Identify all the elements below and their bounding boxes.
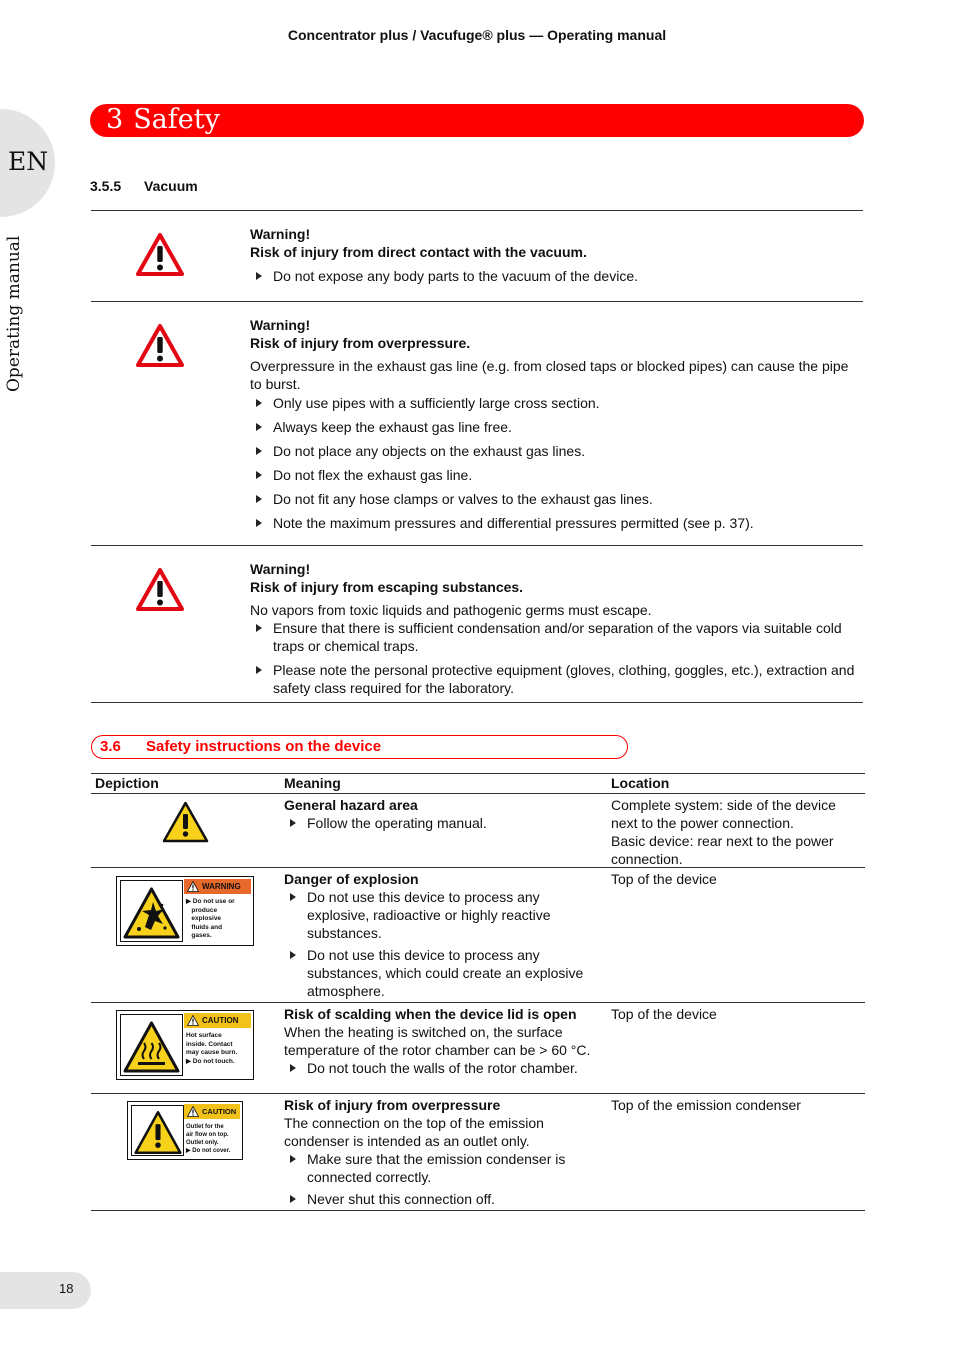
table-row bbox=[91, 1094, 865, 1211]
label-header bbox=[184, 1013, 251, 1028]
warning-triangle-icon bbox=[135, 232, 185, 277]
warning-signal: Warning! bbox=[250, 561, 311, 577]
section-heading bbox=[91, 735, 628, 759]
table-row bbox=[91, 868, 865, 1003]
label-signal: CAUTION bbox=[202, 1107, 237, 1116]
explosion-warning-icon bbox=[123, 884, 180, 942]
section-number: 3.6 bbox=[100, 738, 121, 755]
label-header bbox=[184, 879, 251, 894]
list-item: Always keep the exhaust gas line free. bbox=[250, 418, 863, 436]
table-row bbox=[91, 1003, 865, 1094]
chapter-title: Safety bbox=[133, 104, 220, 135]
warning-list bbox=[250, 619, 863, 697]
pictogram bbox=[120, 1014, 183, 1076]
side-label: Operating manual bbox=[4, 235, 24, 392]
label-text: Outlet for the air flow on top. Outlet only. ▶ Do not cover. bbox=[186, 1124, 231, 1154]
warning-title: Risk of injury from escaping substances. bbox=[250, 579, 524, 595]
list-item: Do not fit any hose clamps or valves to the exhaust gas lines. bbox=[250, 490, 863, 508]
warning-list bbox=[250, 267, 863, 285]
meaning-list bbox=[284, 1059, 606, 1077]
subsection-heading bbox=[90, 178, 198, 194]
location-cell: Top of the device bbox=[611, 871, 717, 887]
meaning-list bbox=[284, 888, 602, 1000]
warning-text: Overpressure in the exhaust gas line (e.g. from closed taps or blocked pipes) can cause the pipe to burst. bbox=[250, 358, 849, 392]
label-header bbox=[184, 1104, 240, 1119]
warning-block bbox=[91, 545, 863, 703]
warning-list bbox=[250, 394, 863, 532]
list-item: Please note the personal protective equipment (gloves, clothing, goggles, etc.), extraction and safety class required for the laboratory. bbox=[250, 661, 863, 697]
list-item: Note the maximum pressures and differential pressures permitted (see p. 37). bbox=[250, 514, 863, 532]
small-warning-icon bbox=[187, 1015, 199, 1026]
warning-triangle-icon bbox=[135, 567, 185, 612]
chapter-number: 3 bbox=[106, 104, 124, 135]
depiction-cell bbox=[91, 1003, 281, 1093]
section-title: Safety instructions on the device bbox=[146, 738, 382, 755]
meaning-cell bbox=[284, 1096, 602, 1208]
warning-text: No vapors from toxic liquids and pathogenic germs must escape. bbox=[250, 602, 652, 618]
warning-title: Risk of injury from direct contact with the vacuum. bbox=[250, 244, 587, 260]
list-item: Follow the operating manual. bbox=[284, 814, 602, 832]
depiction-cell bbox=[91, 868, 281, 1002]
pictogram bbox=[131, 1105, 184, 1156]
list-item: Do not flex the exhaust gas line. bbox=[250, 466, 863, 484]
location-cell: Top of the emission condenser bbox=[611, 1097, 801, 1113]
warning-signal: Warning! bbox=[250, 317, 311, 333]
column-header: Meaning bbox=[284, 775, 341, 791]
list-item: Only use pipes with a sufficiently large cross section. bbox=[250, 394, 863, 412]
label-text: ▶ Do not use or produce explosive fluids and gases. bbox=[186, 898, 235, 939]
list-item: Do not use this device to process any substances, which could create an explosive atmosphere. bbox=[284, 946, 602, 1000]
meaning-list bbox=[284, 1150, 602, 1208]
column-header: Depiction bbox=[95, 775, 159, 791]
chapter-bar bbox=[90, 104, 864, 137]
list-item: Do not use this device to process any explosive, radioactive or highly reactive substances. bbox=[284, 888, 602, 942]
safety-labels-table bbox=[91, 773, 865, 1211]
general-warning-icon bbox=[162, 801, 209, 843]
list-item: Do not expose any body parts to the vacuum of the device. bbox=[250, 267, 863, 285]
list-item: Ensure that there is sufficient condensation and/or separation of the vapors via suitable cold traps or chemical traps. bbox=[250, 619, 863, 655]
language-label: EN bbox=[8, 147, 49, 176]
small-warning-icon bbox=[187, 1106, 199, 1117]
warning-content bbox=[250, 560, 863, 697]
meaning-title: Risk of injury from overpressure bbox=[284, 1097, 501, 1113]
warning-block bbox=[91, 301, 863, 545]
label-text: Hot surface inside. Contact may cause burn. ▶ Do not touch. bbox=[186, 1032, 238, 1065]
meaning-title: Risk of scalding when the device lid is open bbox=[284, 1006, 577, 1022]
small-warning-icon bbox=[187, 881, 199, 892]
hot-surface-icon bbox=[123, 1018, 180, 1076]
meaning-cell bbox=[284, 796, 602, 832]
warning-content bbox=[250, 225, 863, 285]
page-number: 18 bbox=[59, 1281, 74, 1296]
running-header: Concentrator plus / Vacufuge® plus — Operating manual bbox=[287, 27, 667, 43]
depiction-cell bbox=[91, 1094, 281, 1210]
meaning-title: General hazard area bbox=[284, 797, 418, 813]
caution-label-sticker bbox=[116, 1010, 254, 1080]
meaning-title: Danger of explosion bbox=[284, 871, 419, 887]
general-warning-icon bbox=[134, 1109, 182, 1156]
label-signal: CAUTION bbox=[202, 1016, 239, 1025]
table-header bbox=[91, 773, 865, 794]
list-item: Do not place any objects on the exhaust gas lines. bbox=[250, 442, 863, 460]
warning-triangle-icon bbox=[135, 323, 185, 368]
column-header: Location bbox=[611, 775, 670, 791]
list-item: Never shut this connection off. bbox=[284, 1190, 602, 1208]
warning-block bbox=[91, 210, 863, 301]
location-cell: Complete system: side of the device next to the power connection. Basic device: rear next to the power connection. bbox=[611, 797, 836, 867]
depiction-cell bbox=[91, 794, 281, 867]
warning-label-sticker bbox=[116, 876, 254, 946]
caution-label-sticker bbox=[127, 1101, 243, 1160]
meaning-text: The connection on the top of the emission condenser is intended as an outlet only. bbox=[284, 1115, 544, 1149]
subsection-number: 3.5.5 bbox=[90, 178, 122, 194]
meaning-cell bbox=[284, 870, 602, 1000]
meaning-text: When the heating is switched on, the surface temperature of the rotor chamber can be > 60 °C. bbox=[284, 1024, 591, 1058]
warning-title: Risk of injury from overpressure. bbox=[250, 335, 471, 351]
list-item: Do not touch the walls of the rotor chamber. bbox=[284, 1059, 606, 1077]
table-row bbox=[91, 794, 865, 868]
meaning-list bbox=[284, 814, 602, 832]
warning-signal: Warning! bbox=[250, 226, 311, 242]
pictogram bbox=[120, 880, 183, 942]
meaning-cell bbox=[284, 1005, 606, 1077]
location-cell: Top of the device bbox=[611, 1006, 717, 1022]
label-signal: WARNING bbox=[202, 882, 241, 891]
list-item: Make sure that the emission condenser is connected correctly. bbox=[284, 1150, 602, 1186]
page-number-tab bbox=[0, 1272, 91, 1309]
subsection-title: Vacuum bbox=[144, 178, 198, 194]
warning-content bbox=[250, 316, 863, 532]
